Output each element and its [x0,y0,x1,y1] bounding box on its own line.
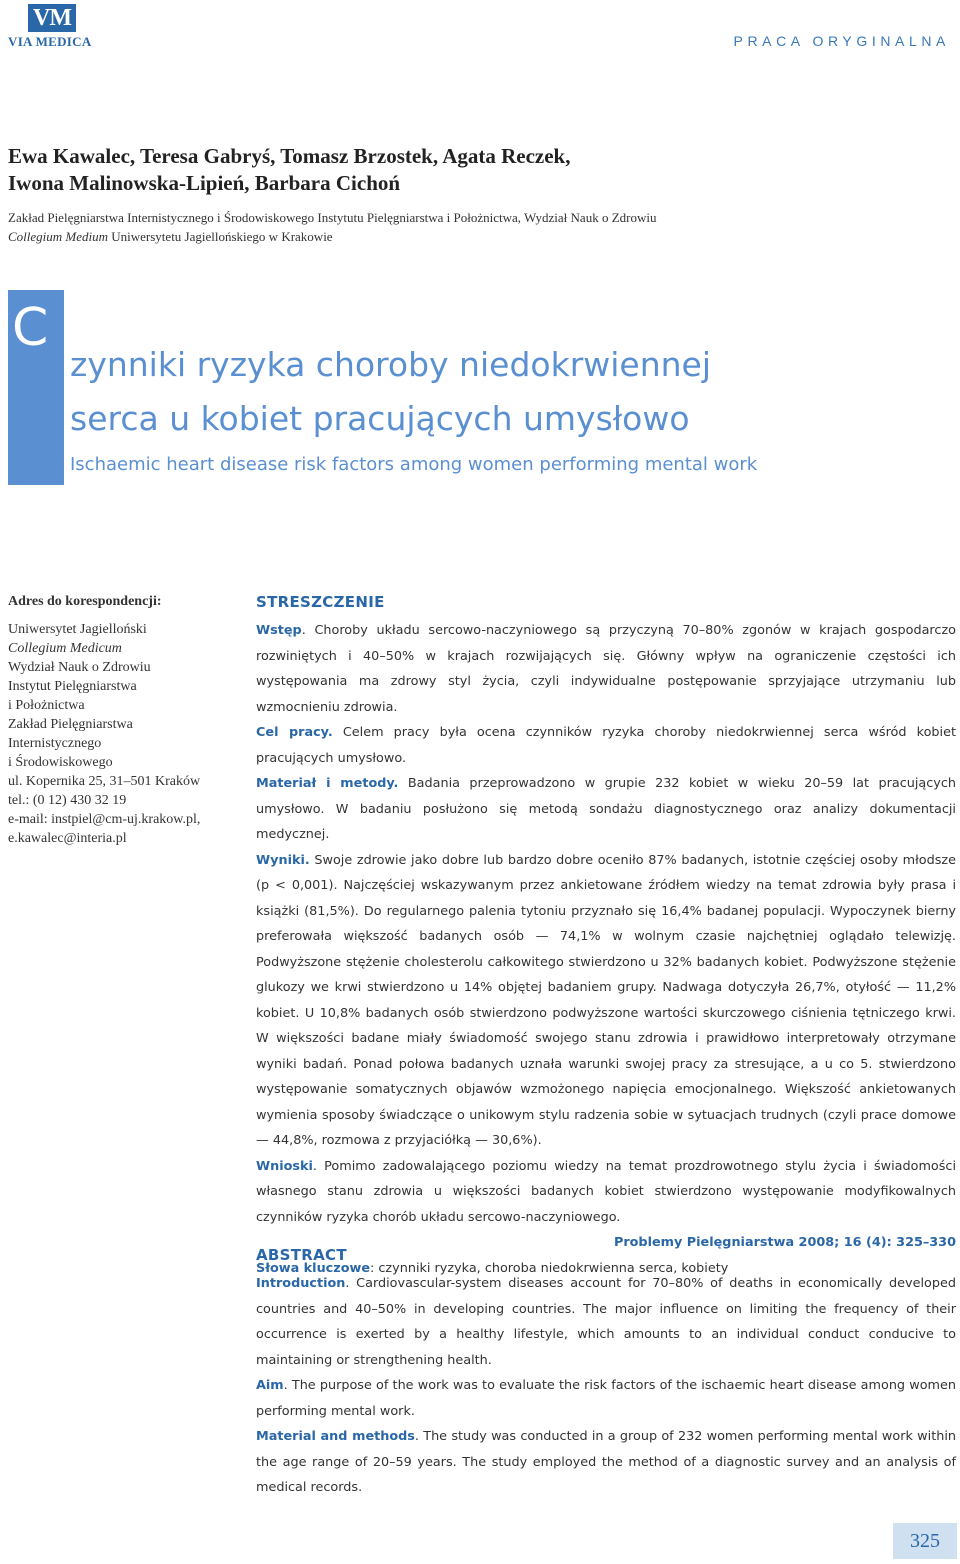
correspondence-address [8,592,238,848]
keywords-label: Słowa kluczowe [256,1260,371,1276]
intro-text: . Cardiovascular-system diseases account for 70–80% of deaths in economically developed countries and 40–50% in developing countries. The major influence on limiting the frequency of their occurrence is exerted by a healthy lifestyle, which amounts to an individual conduct conducive to maintaining or strengthening health. [256,1276,956,1368]
material-text: Badania przeprowadzono w grupie 232 kobiet w wieku 20–59 lat pracujących umysłowo. W badaniu posłużono się metodą sondażu diagnostycznego oraz analizy dokumentacji medycznej. [256,776,957,842]
methods-paragraph [256,1424,956,1501]
streszczenie-heading: STRESZCZENIE [256,593,385,611]
aim-text: . The purpose of the work was to evaluate the risk factors of the ischaemic heart disease among women performing mental work. [256,1378,956,1419]
wyniki-paragraph [256,848,956,1154]
english-title: Ischaemic heart disease risk factors among women performing mental work [70,454,758,475]
corr-line: Wydział Nauk o Zdrowiu [8,660,151,675]
wnioski-label: Wnioski [256,1158,313,1174]
abstract-heading: ABSTRACT [256,1246,347,1264]
material-label: Materiał i metody. [256,776,399,791]
wyniki-label: Wyniki. [256,852,310,868]
material-paragraph [256,771,956,848]
corr-line: ul. Kopernika 25, 31–501 Kraków [8,774,201,789]
intro-label: Introduction [256,1276,346,1291]
affiliation-line-2 [8,227,656,246]
logo-mark: VM [28,4,76,32]
methods-label: Material and methods [256,1429,415,1444]
authors [8,143,571,197]
abstract-section [256,1245,956,1501]
intro-paragraph [256,1271,956,1373]
corr-line: i Środowiskowego [8,755,113,770]
authors-line-1: Ewa Kawalec, Teresa Gabryś, Tomasz Brzostek, Agata Reczek, [8,144,571,168]
citation: Problemy Pielęgniarstwa 2008; 16 (4): 325–330 [613,1235,956,1250]
corr-line: Uniwersytet Jagielloński [8,622,147,637]
title-line-1: zynniki ryzyka choroby niedokrwiennej [70,345,712,384]
corr-line: Collegium Medicum [8,641,122,656]
cel-label: Cel pracy. [256,725,333,740]
affiliation [8,208,656,246]
affiliation-line-1: Zakład Pielęgniarstwa Internistycznego i Środowiskowego Instytutu Pielęgniarstwa i Położnictwa, Wydział Nauk o Zdrowiu [8,210,657,225]
corr-line: Internistycznego [8,736,102,751]
logo-text: VIA MEDICA [8,34,92,49]
corr-line: Zakład Pielęgniarstwa [8,717,133,732]
article-title [70,338,711,446]
aim-paragraph [256,1373,956,1424]
authors-line-2: Iwona Malinowska-Lipień, Barbara Cichoń [8,171,401,195]
wstep-paragraph [256,618,956,720]
title-line-2: serca u kobiet pracujących umysłowo [70,399,690,438]
wstep-label: Wstęp [256,623,302,638]
wnioski-paragraph [256,1154,956,1231]
affiliation-rest: Uniwersytetu Jagiellońskiego w Krakowie [108,229,333,244]
corr-line: e.kawalec@interia.pl [8,831,127,846]
methods-text: . The study was conducted in a group of 232 women performing mental work within the age range of 20–59 years. The study employed the method of a diagnostic survey and an analysis of medical records. [256,1429,956,1495]
corr-line: tel.: (0 12) 430 32 19 [8,793,127,808]
correspondence-heading: Adres do korespondencji: [8,594,162,609]
page-number: 325 [893,1523,957,1559]
wyniki-text: Swoje zdrowie jako dobre lub bardzo dobre oceniło 87% badanych, istotnie częściej osoby młodsze (p < 0,001). Najczęściej wskazywanym przez ankietowane źródłem wiedzy na temat zdrowia były prasa i książki (81,5%). Do regularnego palenia tytoniu przyznało się 16,4% badanej populacji. Wypoczynek bierny preferowała większość badanych osób — 74,1% w wolnym czasie najchętniej oglądało telewizję. Podwyższone stężenie cholesterolu całkowitego stwierdzono u 32% badanych kobiet. Podwyższone stężenie glukozy we krwi stwierdzono u 14% objętej badaniem grupy. Nadwaga dotyczyła 26,7%, otyłość — 11,2% kobiet. U 10,8% badanych osób stwierdzono podwyższone wartości skurczowego ciśnienia tętniczego krwi. W większości badane miały świadomość swojego stanu zdrowia i prawidłowo interpretowały otrzymane wyniki badań. Ponad połowa badanych uznała warunki swojej pracy za stresujące, a u co 5. stwierdzono występowanie somatycznych objawów wzmożonego napięcia emocjonalnego. Większość ankietowanych wymienia sposoby świadczące o unikowym stylu radzenia sobie w sytuacjach trudnych (czyli prace domowe — 44,8%, rozmowa z przyjaciółką — 30,6%). [256,852,956,1148]
aim-label: Aim [256,1378,284,1393]
cel-text: Celem pracy była ocena czynników ryzyka choroby niedokrwiennej serca wśród kobiet pracujących umysłowo. [256,725,956,766]
keywords-text: : czynniki ryzyka, choroba niedokrwienna serca, kobiety [370,1260,729,1276]
corr-line: Instytut Pielęgniarstwa [8,679,137,694]
affiliation-italic: Collegium Medium [8,229,109,244]
streszczenie-section [256,592,956,1281]
section-label: PRACA ORYGINALNA [733,33,950,49]
cel-paragraph [256,720,956,771]
wnioski-text: . Pomimo zadowalającego poziomu wiedzy na temat prozdrowotnego stylu życia i świadomości własnego stanu zdrowia u większości badanych kobiet stwierdzono występowanie modyfikowalnych czynników ryzyka chorób układu sercowo-naczyniowego. [256,1158,956,1225]
via-medica-logo [8,4,100,48]
wstep-text: . Choroby układu sercowo-naczyniowego są przyczyną 70–80% zgonów w krajach gospodarczo rozwiniętych i 40–50% w krajach rozwijających się. Główny wpływ na ograniczenie częstości ich występowania ma zdrowy styl życia, czyli indywidualne postępowanie sprzyjające utrzymaniu lub wzmocnieniu zdrowia. [256,623,956,715]
title-initial: C [12,298,49,358]
corr-line: i Położnictwa [8,698,85,713]
corr-line: e-mail: instpiel@cm-uj.krakow.pl, [8,812,201,827]
